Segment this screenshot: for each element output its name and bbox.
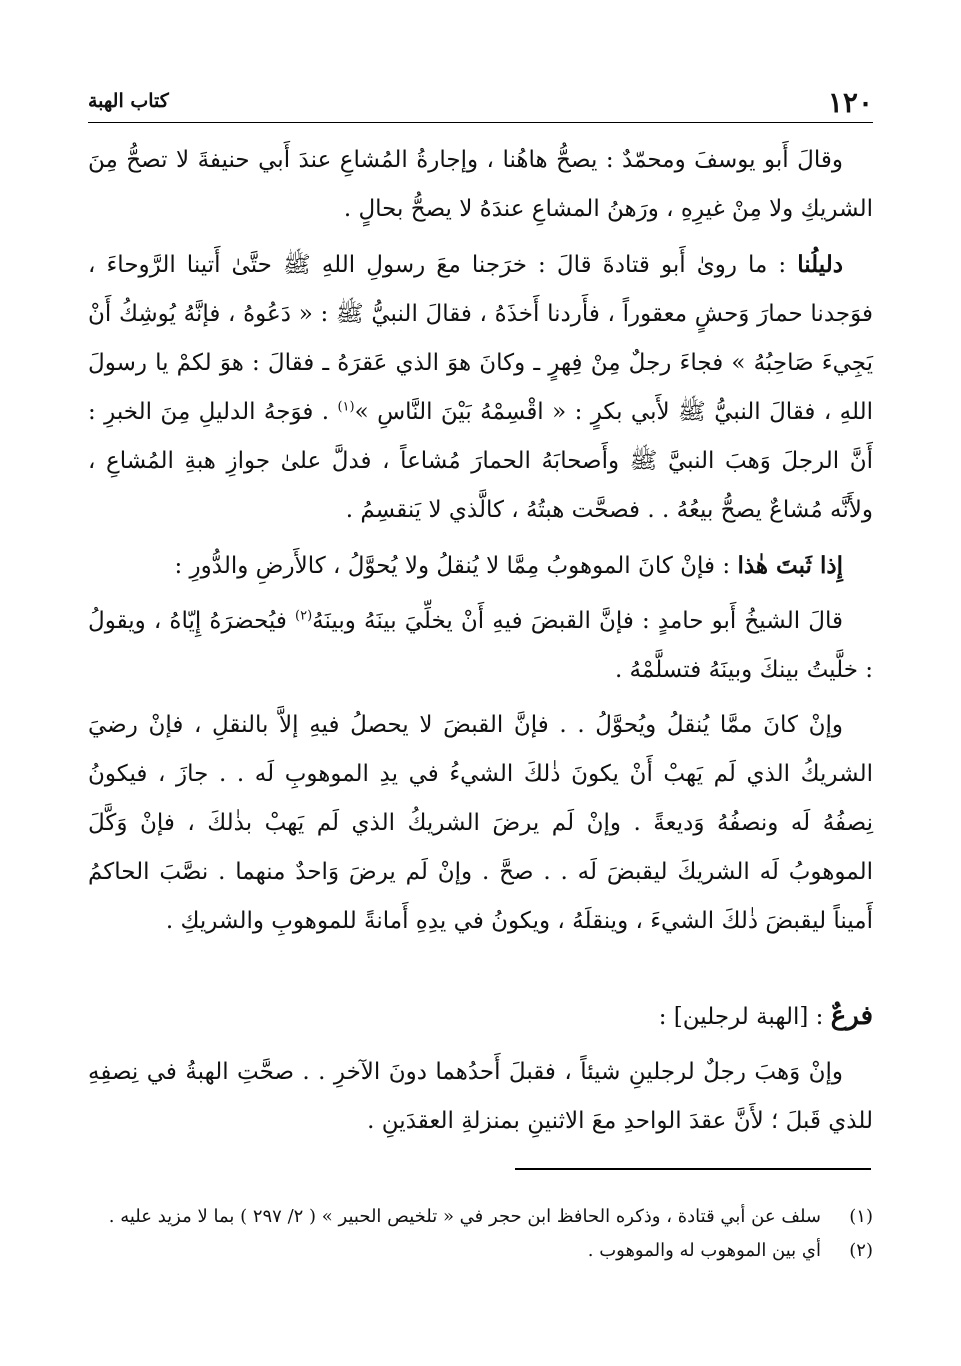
- page-number: ١٢٠: [827, 86, 873, 119]
- paragraph-text-continued: . فوَجهُ الدليلِ مِنَ الخبرِ : أَنَّ الرجلَ وَهبَ النبيَّ ﷺ وأَصحابَهُ الحمارَ مُشاعاً ، فدلَّ علىٰ جوازِ هبةِ المُشاعِ ، ولأَنَّه مُشاعٌ يصحُّ بيعُهُ . . فصحَّت هبتُهُ ، كالَّذي لا يَنقسِمُ .: [88, 399, 873, 523]
- footnotes: [88, 1200, 873, 1268]
- paragraph-text-continued: فيُحضرَهُ إِيّاهُ ، ويقولُ : خلَّيتُ بينكَ وبينَهُ فتسلَّمْهُ .: [88, 608, 873, 683]
- paragraph: [88, 136, 873, 234]
- paragraph: [88, 541, 873, 591]
- footnote-text: أي بين الموهوب له والموهوب .: [587, 1240, 821, 1261]
- paragraph-text: قالَ الشيخُ أَبو حامدٍ : فإنَّ القبضَ فيهِ أَنْ يخلِّيَ بينَهُ وبينَهُ: [312, 608, 843, 634]
- main-text: [88, 136, 873, 1146]
- page-header: [88, 82, 873, 123]
- paragraph-lead: إِذا ثَبتَ هٰذا: [737, 552, 843, 579]
- paragraph: [88, 240, 873, 535]
- section-heading-text: : [الهبة لرجلين] :: [658, 1004, 831, 1030]
- footnote-number: (٢): [849, 1240, 873, 1261]
- paragraph-text: وإنْ كانَ ممَّا يُنقلُ ويُحوَّلُ . . فإنَّ القبضَ لا يحصلُ فيهِ إلاَّ بالنقلِ ، فإنْ رضيَ الشريكُ الذي لَم يَهبْ أَنْ يكونَ ذٰلكَ الشيءُ في يدِ الموهوبِ لَه . . جازَ ، فيكونُ نِصفُهُ لَه ونصفُهُ وَديعةً . وإنْ لَم يرضَ الشريكُ الذي لَم يَهبْ بذٰلكَ ، فإنْ وَكَّلَ الموهوبُ لَه الشريكَ ليقبضَ لَه . . صحَّ . وإنْ لَم يرضَ وَاحدٌ منهما . نصَّبَ الحاكمُ أَميناً ليقبضَ ذٰلكَ الشيءَ ، وينقلَهُ ، ويكونُ في يدِهِ أَمانةً للموهوبِ والشريكِ .: [88, 712, 874, 934]
- footnote: [88, 1234, 873, 1268]
- paragraph: [88, 597, 873, 695]
- footnote: [88, 1200, 873, 1234]
- paragraph: [88, 1048, 873, 1146]
- paragraph: [88, 701, 873, 946]
- running-title: كتاب الهبة: [88, 90, 169, 112]
- paragraph-lead: دليلُنا: [797, 251, 843, 278]
- paragraph-text: : فإنْ كانَ الموهوبُ مِمَّا لا يُنقلُ ولا يُحوَّلُ ، كالأَرضِ والدُّورِ :: [174, 553, 738, 579]
- paragraph-text: وإنْ وَهبَ رجلٌ لرجلينِ شيئاً ، فقبلَ أَحدُهما دونَ الآخرِ . . صحَّتِ الهبةُ في نِصفِهِ للذي قَبلَ ؛ لأَنَّ عقدَ الواحدِ معَ الاثنينِ بمنزلةِ العقدَينِ .: [88, 1059, 873, 1134]
- section-heading: [88, 992, 873, 1042]
- footnote-reference: (١): [337, 399, 355, 415]
- footnote-number: (١): [849, 1206, 873, 1227]
- paragraph-text: : ما روىٰ أَبو قتادةَ قالَ : خرَجنا معَ رسولِ اللهِ ﷺ حتَّىٰ أَتينا الرَّوحاءَ ، فوَجدنا حمارَ وَحشٍ معقوراً ، فأَردنا أَخذَهُ ، فقالَ النبيُّ ﷺ : « دَعُوهُ ، فإنَّهُ يُوشِكُ أَنْ يَجِيءَ صَاحِبُهُ » فجاءَ رجلٌ مِنْ فِهرٍ ـ وكانَ هوَ الذي عَقرَهُ ـ فقالَ : هوَ لكمْ يا رسولَ اللهِ ، فقالَ النبيُّ ﷺ لأَبي بكرٍ : « اقْسِمْهُ بَيْنَ النَّاسِ »: [88, 252, 873, 425]
- section-heading-lead: فرعٌ: [830, 1001, 873, 1031]
- footnote-reference: (٢): [295, 608, 313, 624]
- footnote-text: سلف عن أبي قتادة ، وذكره الحافظ ابن حجر في « تلخيص الحبير » ( ٢/ ٢٩٧ ) بما لا مزيد عليه .: [108, 1206, 821, 1227]
- footnote-divider: [515, 1168, 871, 1170]
- paragraph-text: وقالَ أَبو يوسفَ ومحمّدٌ : يصحُّ هاهُنا ، وإجارةُ المُشاعِ عندَ أَبي حنيفةَ لا تصحُّ مِنَ الشريكِ ولا مِنْ غيرِهِ ، ورَهنُ المشاعِ عندَهُ لا يصحُّ بحالٍ .: [88, 147, 873, 222]
